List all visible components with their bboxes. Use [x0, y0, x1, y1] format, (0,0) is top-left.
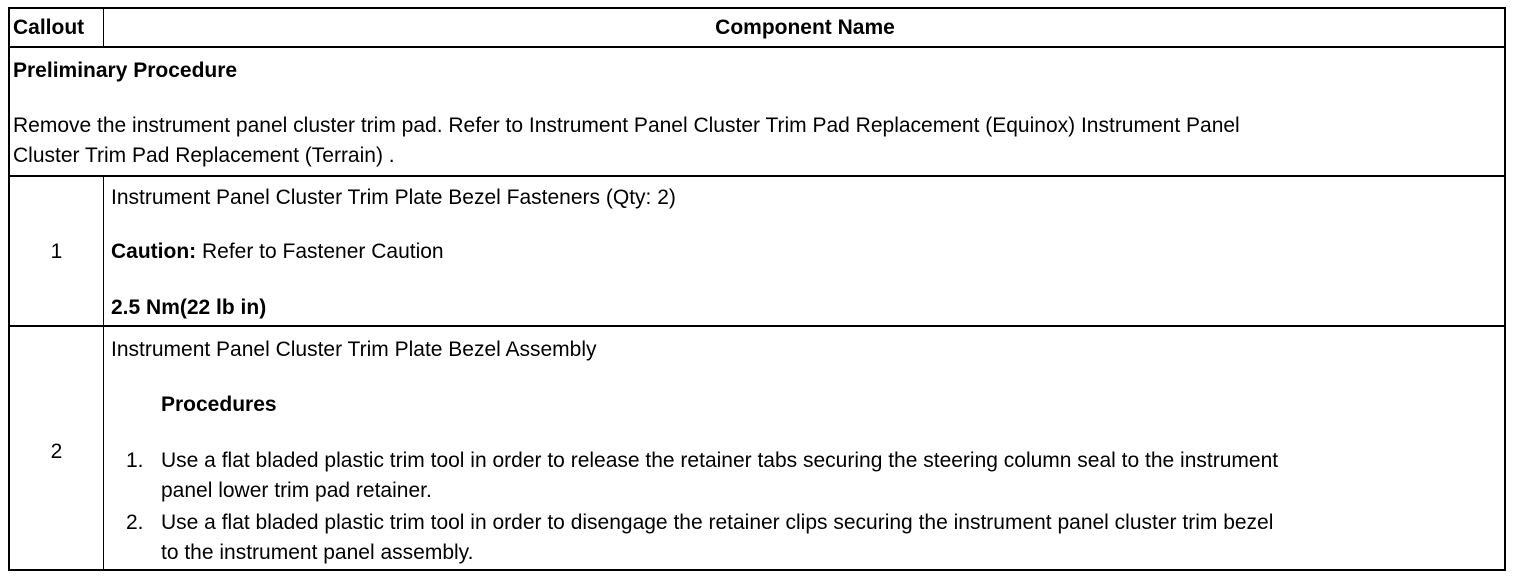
row1-divider — [8, 325, 1506, 327]
step-2-text-line-1: Use a flat bladed plastic trim tool in order to disengage the retainer clips securing the instrument panel cluster trim bezel — [161, 511, 1274, 534]
row-2-callout: 2 — [50, 440, 63, 463]
step-1-text-line-2: panel lower trim pad retainer. — [161, 479, 432, 502]
row-1-caution — [111, 238, 444, 266]
step-1-text-line-1: Use a flat bladed plastic trim tool in order to release the retainer tabs securing the steering column seal to the instrument — [161, 449, 1279, 472]
header-divider — [8, 46, 1506, 48]
preliminary-title: Preliminary Procedure — [13, 59, 238, 82]
preliminary-divider — [8, 175, 1506, 177]
step-2-text-line-2: to the instrument panel assembly. — [161, 541, 474, 564]
header-callout: Callout — [13, 16, 85, 39]
procedures-heading: Procedures — [161, 393, 277, 416]
caution-text: Refer to Fastener Caution — [196, 240, 444, 263]
preliminary-text-line-1: Remove the instrument panel cluster trim pad. Refer to Instrument Panel Cluster Trim Pad Replacement (Equinox) Instrument Panel — [13, 114, 1240, 137]
step-2-number: 2. — [126, 511, 144, 534]
row-1-component-name: Instrument Panel Cluster Trim Plate Bezel Fasteners (Qty: 2) — [111, 186, 676, 209]
row-2-component-name: Instrument Panel Cluster Trim Plate Bezel Assembly — [111, 338, 597, 361]
row-1-callout: 1 — [50, 240, 63, 263]
header-component-name: Component Name — [715, 16, 895, 39]
caution-label: Caution: — [111, 240, 197, 263]
row-1-torque: 2.5 Nm(22 lb in) — [111, 296, 267, 319]
preliminary-text-line-2: Cluster Trim Pad Replacement (Terrain) . — [13, 144, 395, 167]
step-1-number: 1. — [126, 449, 144, 472]
body-column-divider — [103, 176, 104, 571]
